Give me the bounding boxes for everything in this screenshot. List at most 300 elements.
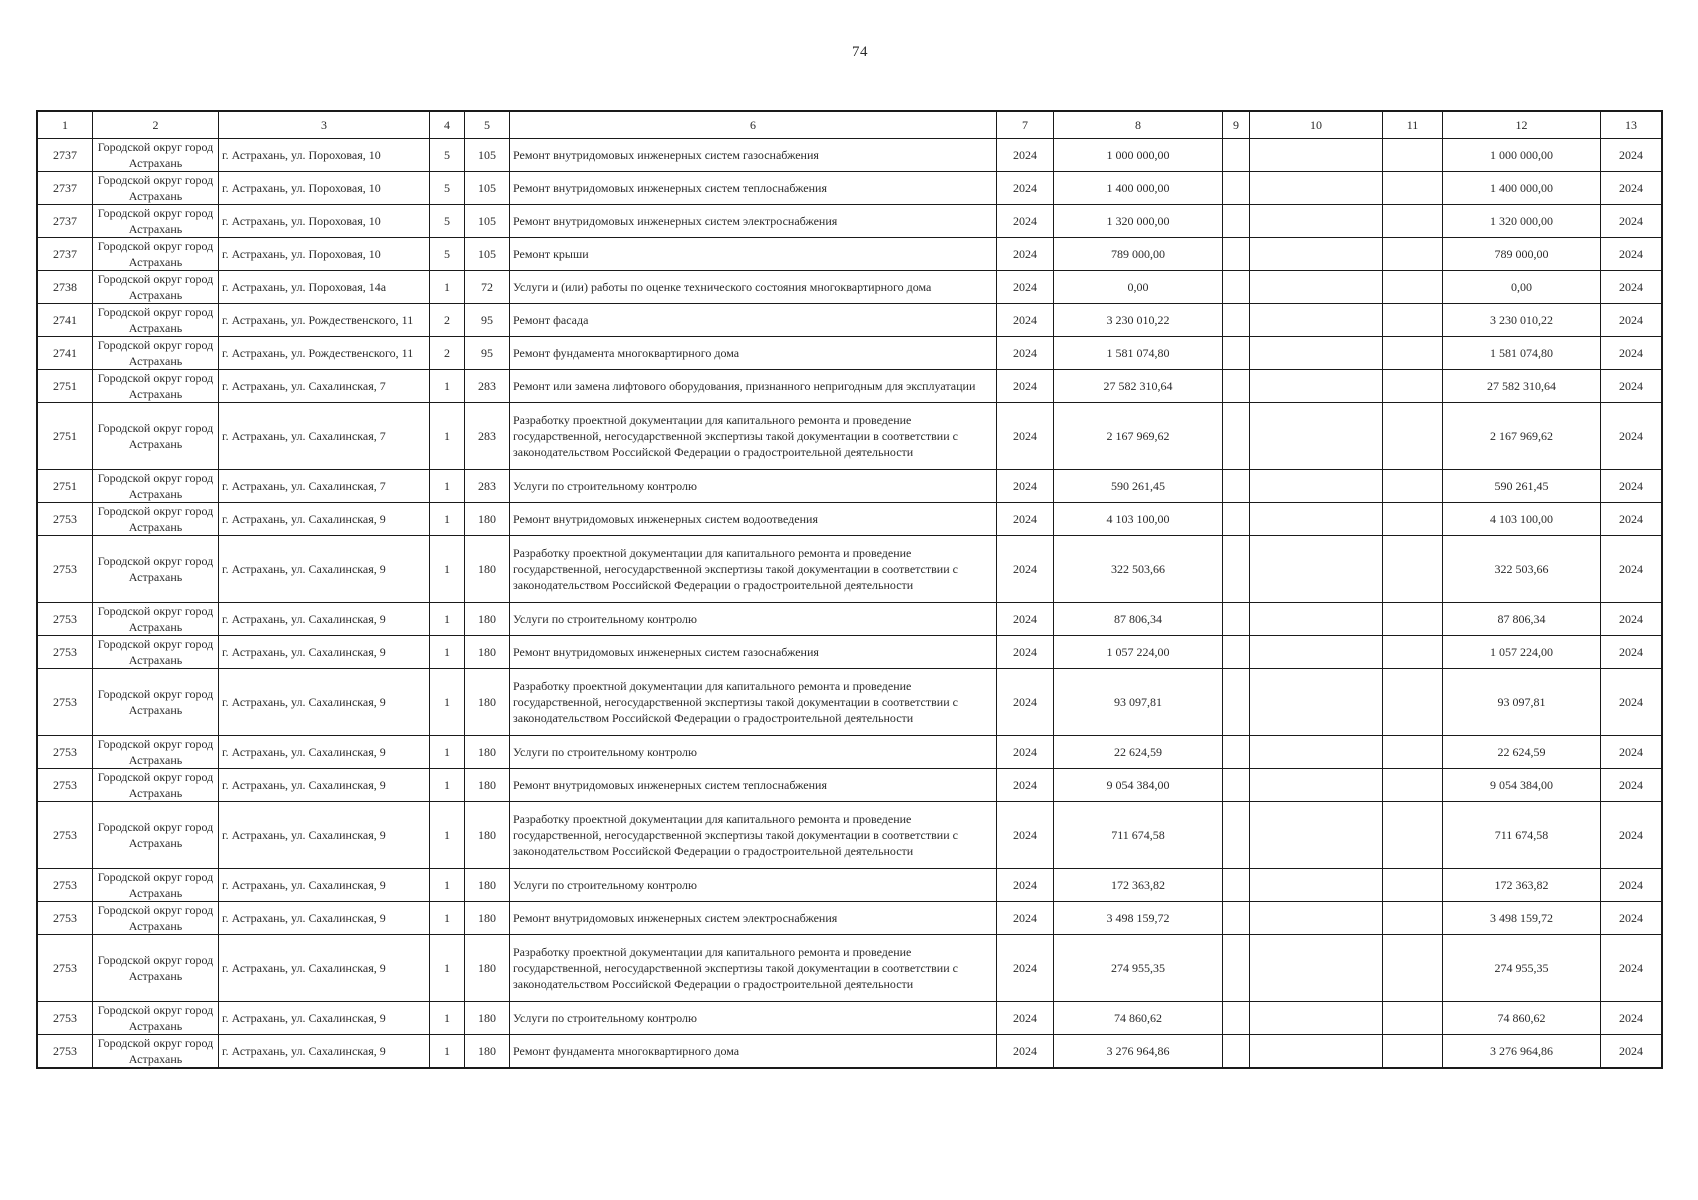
address-cell: г. Астрахань, ул. Сахалинская, 9 (219, 503, 430, 536)
col-10-cell (1250, 337, 1383, 370)
year-cell: 2024 (997, 337, 1054, 370)
year-cell: 2024 (997, 271, 1054, 304)
table-row (38, 636, 1662, 669)
completion-year-cell: 2024 (1601, 869, 1662, 902)
col-9-cell (1223, 536, 1250, 603)
completion-year-cell: 2024 (1601, 935, 1662, 1002)
work-type-cell: Услуги по строительному контролю (510, 736, 997, 769)
fund-cost-cell: 1 320 000,00 (1443, 205, 1601, 238)
total-cost-cell: 22 624,59 (1054, 736, 1223, 769)
completion-year-cell: 2024 (1601, 536, 1662, 603)
address-cell: г. Астрахань, ул. Сахалинская, 9 (219, 769, 430, 802)
table-row (38, 205, 1662, 238)
year-cell: 2024 (997, 603, 1054, 636)
col-10-cell (1250, 172, 1383, 205)
header-col-13: 13 (1601, 112, 1662, 139)
header-col-3: 3 (219, 112, 430, 139)
apartments-cell: 105 (465, 139, 510, 172)
work-type-cell: Услуги по строительному контролю (510, 869, 997, 902)
table-row (38, 669, 1662, 736)
completion-year-cell: 2024 (1601, 139, 1662, 172)
col-10-cell (1250, 271, 1383, 304)
object-number-cell: 2737 (38, 172, 93, 205)
completion-year-cell: 2024 (1601, 1035, 1662, 1068)
table-row (38, 337, 1662, 370)
work-type-cell: Ремонт внутридомовых инженерных систем теплоснабжения (510, 172, 997, 205)
year-cell: 2024 (997, 536, 1054, 603)
col-11-cell (1383, 370, 1443, 403)
table-row (38, 935, 1662, 1002)
work-type-cell: Разработку проектной документации для капитального ремонта и проведение государственной, негосударственной экспертизы такой документации в соответствии с законодательством Российской Федерации о градостроительной деятельности (510, 536, 997, 603)
year-cell: 2024 (997, 1035, 1054, 1068)
address-cell: г. Астрахань, ул. Сахалинская, 9 (219, 636, 430, 669)
address-cell: г. Астрахань, ул. Сахалинская, 9 (219, 669, 430, 736)
object-number-cell: 2753 (38, 736, 93, 769)
col-9-cell (1223, 802, 1250, 869)
fund-cost-cell: 22 624,59 (1443, 736, 1601, 769)
municipality-cell: Городской округ город Астрахань (93, 636, 219, 669)
completion-year-cell: 2024 (1601, 370, 1662, 403)
col-10-cell (1250, 802, 1383, 869)
fund-cost-cell: 274 955,35 (1443, 935, 1601, 1002)
fund-cost-cell: 590 261,45 (1443, 470, 1601, 503)
col-9-cell (1223, 238, 1250, 271)
fund-cost-cell: 1 400 000,00 (1443, 172, 1601, 205)
apartments-cell: 180 (465, 1002, 510, 1035)
municipality-cell: Городской округ город Астрахань (93, 403, 219, 470)
header-col-12: 12 (1443, 112, 1601, 139)
completion-year-cell: 2024 (1601, 337, 1662, 370)
floors-cell: 5 (430, 139, 465, 172)
floors-cell: 1 (430, 370, 465, 403)
completion-year-cell: 2024 (1601, 902, 1662, 935)
col-9-cell (1223, 470, 1250, 503)
municipality-cell: Городской округ город Астрахань (93, 238, 219, 271)
object-number-cell: 2753 (38, 503, 93, 536)
year-cell: 2024 (997, 470, 1054, 503)
col-11-cell (1383, 139, 1443, 172)
col-10-cell (1250, 139, 1383, 172)
floors-cell: 1 (430, 536, 465, 603)
municipality-cell: Городской округ город Астрахань (93, 536, 219, 603)
floors-cell: 1 (430, 1002, 465, 1035)
col-11-cell (1383, 636, 1443, 669)
address-cell: г. Астрахань, ул. Сахалинская, 7 (219, 470, 430, 503)
fund-cost-cell: 2 167 969,62 (1443, 403, 1601, 470)
col-11-cell (1383, 304, 1443, 337)
apartments-cell: 180 (465, 536, 510, 603)
fund-cost-cell: 1 581 074,80 (1443, 337, 1601, 370)
total-cost-cell: 2 167 969,62 (1054, 403, 1223, 470)
fund-cost-cell: 93 097,81 (1443, 669, 1601, 736)
col-11-cell (1383, 536, 1443, 603)
floors-cell: 1 (430, 1035, 465, 1068)
floors-cell: 1 (430, 503, 465, 536)
completion-year-cell: 2024 (1601, 736, 1662, 769)
municipality-cell: Городской округ город Астрахань (93, 603, 219, 636)
fund-cost-cell: 3 498 159,72 (1443, 902, 1601, 935)
col-11-cell (1383, 172, 1443, 205)
completion-year-cell: 2024 (1601, 271, 1662, 304)
col-9-cell (1223, 869, 1250, 902)
municipality-cell: Городской округ город Астрахань (93, 1002, 219, 1035)
municipality-cell: Городской округ город Астрахань (93, 205, 219, 238)
header-col-9: 9 (1223, 112, 1250, 139)
apartments-cell: 105 (465, 205, 510, 238)
total-cost-cell: 1 057 224,00 (1054, 636, 1223, 669)
floors-cell: 1 (430, 902, 465, 935)
col-11-cell (1383, 869, 1443, 902)
apartments-cell: 180 (465, 736, 510, 769)
object-number-cell: 2753 (38, 1035, 93, 1068)
apartments-cell: 283 (465, 370, 510, 403)
floors-cell: 1 (430, 470, 465, 503)
col-9-cell (1223, 337, 1250, 370)
object-number-cell: 2753 (38, 802, 93, 869)
col-11-cell (1383, 603, 1443, 636)
page-number: 74 (852, 44, 868, 60)
repair-program-table (37, 111, 1662, 1068)
address-cell: г. Астрахань, ул. Сахалинская, 9 (219, 1002, 430, 1035)
address-cell: г. Астрахань, ул. Пороховая, 10 (219, 238, 430, 271)
table-row (38, 271, 1662, 304)
fund-cost-cell: 0,00 (1443, 271, 1601, 304)
address-cell: г. Астрахань, ул. Сахалинская, 7 (219, 403, 430, 470)
total-cost-cell: 27 582 310,64 (1054, 370, 1223, 403)
work-type-cell: Ремонт внутридомовых инженерных систем водоотведения (510, 503, 997, 536)
apartments-cell: 180 (465, 802, 510, 869)
object-number-cell: 2753 (38, 869, 93, 902)
completion-year-cell: 2024 (1601, 802, 1662, 869)
col-9-cell (1223, 636, 1250, 669)
col-11-cell (1383, 503, 1443, 536)
address-cell: г. Астрахань, ул. Рождественского, 11 (219, 304, 430, 337)
total-cost-cell: 93 097,81 (1054, 669, 1223, 736)
object-number-cell: 2751 (38, 470, 93, 503)
table-row (38, 769, 1662, 802)
header-col-4: 4 (430, 112, 465, 139)
work-type-cell: Разработку проектной документации для капитального ремонта и проведение государственной, негосударственной экспертизы такой документации в соответствии с законодательством Российской Федерации о градостроительной деятельности (510, 669, 997, 736)
col-10-cell (1250, 205, 1383, 238)
completion-year-cell: 2024 (1601, 205, 1662, 238)
address-cell: г. Астрахань, ул. Сахалинская, 9 (219, 536, 430, 603)
apartments-cell: 180 (465, 902, 510, 935)
col-11-cell (1383, 403, 1443, 470)
object-number-cell: 2738 (38, 271, 93, 304)
total-cost-cell: 3 498 159,72 (1054, 902, 1223, 935)
col-11-cell (1383, 935, 1443, 1002)
fund-cost-cell: 74 860,62 (1443, 1002, 1601, 1035)
municipality-cell: Городской округ город Астрахань (93, 271, 219, 304)
table-row (38, 503, 1662, 536)
object-number-cell: 2753 (38, 935, 93, 1002)
completion-year-cell: 2024 (1601, 1002, 1662, 1035)
municipality-cell: Городской округ город Астрахань (93, 736, 219, 769)
table-row (38, 172, 1662, 205)
fund-cost-cell: 789 000,00 (1443, 238, 1601, 271)
year-cell: 2024 (997, 1002, 1054, 1035)
completion-year-cell: 2024 (1601, 403, 1662, 470)
col-11-cell (1383, 669, 1443, 736)
col-10-cell (1250, 1035, 1383, 1068)
municipality-cell: Городской округ город Астрахань (93, 470, 219, 503)
total-cost-cell: 1 000 000,00 (1054, 139, 1223, 172)
table-row (38, 1035, 1662, 1068)
municipality-cell: Городской округ город Астрахань (93, 139, 219, 172)
total-cost-cell: 172 363,82 (1054, 869, 1223, 902)
work-type-cell: Ремонт фундамента многоквартирного дома (510, 1035, 997, 1068)
apartments-cell: 72 (465, 271, 510, 304)
table-row (38, 802, 1662, 869)
object-number-cell: 2753 (38, 603, 93, 636)
col-9-cell (1223, 139, 1250, 172)
col-9-cell (1223, 271, 1250, 304)
year-cell: 2024 (997, 802, 1054, 869)
col-10-cell (1250, 902, 1383, 935)
col-10-cell (1250, 536, 1383, 603)
apartments-cell: 180 (465, 769, 510, 802)
total-cost-cell: 1 320 000,00 (1054, 205, 1223, 238)
col-10-cell (1250, 238, 1383, 271)
col-9-cell (1223, 736, 1250, 769)
work-type-cell: Ремонт внутридомовых инженерных систем газоснабжения (510, 636, 997, 669)
col-11-cell (1383, 337, 1443, 370)
col-11-cell (1383, 238, 1443, 271)
col-11-cell (1383, 205, 1443, 238)
work-type-cell: Услуги по строительному контролю (510, 603, 997, 636)
municipality-cell: Городской округ город Астрахань (93, 337, 219, 370)
municipality-cell: Городской округ город Астрахань (93, 869, 219, 902)
col-10-cell (1250, 636, 1383, 669)
year-cell: 2024 (997, 403, 1054, 470)
work-type-cell: Ремонт внутридомовых инженерных систем электроснабжения (510, 205, 997, 238)
object-number-cell: 2751 (38, 370, 93, 403)
address-cell: г. Астрахань, ул. Сахалинская, 9 (219, 935, 430, 1002)
year-cell: 2024 (997, 503, 1054, 536)
col-11-cell (1383, 902, 1443, 935)
col-9-cell (1223, 370, 1250, 403)
fund-cost-cell: 27 582 310,64 (1443, 370, 1601, 403)
completion-year-cell: 2024 (1601, 636, 1662, 669)
object-number-cell: 2751 (38, 403, 93, 470)
municipality-cell: Городской округ город Астрахань (93, 902, 219, 935)
col-10-cell (1250, 470, 1383, 503)
header-col-6: 6 (510, 112, 997, 139)
col-11-cell (1383, 736, 1443, 769)
floors-cell: 5 (430, 238, 465, 271)
floors-cell: 1 (430, 271, 465, 304)
address-cell: г. Астрахань, ул. Рождественского, 11 (219, 337, 430, 370)
header-col-7: 7 (997, 112, 1054, 139)
year-cell: 2024 (997, 736, 1054, 769)
total-cost-cell: 3 276 964,86 (1054, 1035, 1223, 1068)
apartments-cell: 95 (465, 337, 510, 370)
table-header (38, 112, 1662, 139)
completion-year-cell: 2024 (1601, 470, 1662, 503)
work-type-cell: Ремонт крыши (510, 238, 997, 271)
completion-year-cell: 2024 (1601, 669, 1662, 736)
header-col-11: 11 (1383, 112, 1443, 139)
municipality-cell: Городской округ город Астрахань (93, 503, 219, 536)
work-type-cell: Ремонт фундамента многоквартирного дома (510, 337, 997, 370)
address-cell: г. Астрахань, ул. Сахалинская, 9 (219, 869, 430, 902)
floors-cell: 1 (430, 935, 465, 1002)
address-cell: г. Астрахань, ул. Сахалинская, 9 (219, 736, 430, 769)
table-row (38, 603, 1662, 636)
col-9-cell (1223, 403, 1250, 470)
total-cost-cell: 87 806,34 (1054, 603, 1223, 636)
work-type-cell: Ремонт или замена лифтового оборудования, признанного непригодным для эксплуатации (510, 370, 997, 403)
fund-cost-cell: 3 230 010,22 (1443, 304, 1601, 337)
work-type-cell: Ремонт фасада (510, 304, 997, 337)
year-cell: 2024 (997, 636, 1054, 669)
apartments-cell: 180 (465, 603, 510, 636)
municipality-cell: Городской округ город Астрахань (93, 935, 219, 1002)
year-cell: 2024 (997, 769, 1054, 802)
work-type-cell: Разработку проектной документации для капитального ремонта и проведение государственной, негосударственной экспертизы такой документации в соответствии с законодательством Российской Федерации о градостроительной деятельности (510, 935, 997, 1002)
floors-cell: 1 (430, 736, 465, 769)
col-9-cell (1223, 172, 1250, 205)
apartments-cell: 180 (465, 503, 510, 536)
completion-year-cell: 2024 (1601, 603, 1662, 636)
apartments-cell: 283 (465, 470, 510, 503)
total-cost-cell: 3 230 010,22 (1054, 304, 1223, 337)
year-cell: 2024 (997, 139, 1054, 172)
apartments-cell: 180 (465, 636, 510, 669)
table-row (38, 736, 1662, 769)
municipality-cell: Городской округ город Астрахань (93, 370, 219, 403)
col-11-cell (1383, 769, 1443, 802)
total-cost-cell: 1 581 074,80 (1054, 337, 1223, 370)
object-number-cell: 2737 (38, 238, 93, 271)
floors-cell: 2 (430, 304, 465, 337)
work-type-cell: Разработку проектной документации для капитального ремонта и проведение государственной, негосударственной экспертизы такой документации в соответствии с законодательством Российской Федерации о градостроительной деятельности (510, 403, 997, 470)
work-type-cell: Ремонт внутридомовых инженерных систем теплоснабжения (510, 769, 997, 802)
table-row (38, 536, 1662, 603)
header-col-5: 5 (465, 112, 510, 139)
work-type-cell: Услуги по строительному контролю (510, 470, 997, 503)
address-cell: г. Астрахань, ул. Сахалинская, 7 (219, 370, 430, 403)
col-9-cell (1223, 902, 1250, 935)
total-cost-cell: 1 400 000,00 (1054, 172, 1223, 205)
header-col-1: 1 (38, 112, 93, 139)
work-type-cell: Услуги по строительному контролю (510, 1002, 997, 1035)
floors-cell: 1 (430, 636, 465, 669)
apartments-cell: 180 (465, 935, 510, 1002)
floors-cell: 1 (430, 869, 465, 902)
floors-cell: 1 (430, 769, 465, 802)
table-row (38, 869, 1662, 902)
table-row (38, 304, 1662, 337)
col-9-cell (1223, 205, 1250, 238)
table-row (38, 370, 1662, 403)
object-number-cell: 2753 (38, 1002, 93, 1035)
col-11-cell (1383, 802, 1443, 869)
address-cell: г. Астрахань, ул. Пороховая, 10 (219, 205, 430, 238)
municipality-cell: Городской округ город Астрахань (93, 172, 219, 205)
col-10-cell (1250, 869, 1383, 902)
apartments-cell: 105 (465, 238, 510, 271)
col-10-cell (1250, 304, 1383, 337)
col-10-cell (1250, 935, 1383, 1002)
municipality-cell: Городской округ город Астрахань (93, 802, 219, 869)
object-number-cell: 2753 (38, 536, 93, 603)
fund-cost-cell: 322 503,66 (1443, 536, 1601, 603)
col-10-cell (1250, 503, 1383, 536)
year-cell: 2024 (997, 370, 1054, 403)
total-cost-cell: 0,00 (1054, 271, 1223, 304)
header-col-2: 2 (93, 112, 219, 139)
col-10-cell (1250, 370, 1383, 403)
work-type-cell: Ремонт внутридомовых инженерных систем газоснабжения (510, 139, 997, 172)
object-number-cell: 2753 (38, 769, 93, 802)
table-row (38, 139, 1662, 172)
apartments-cell: 180 (465, 869, 510, 902)
work-type-cell: Разработку проектной документации для капитального ремонта и проведение государственной, негосударственной экспертизы такой документации в соответствии с законодательством Российской Федерации о градостроительной деятельности (510, 802, 997, 869)
header-row (38, 112, 1662, 139)
col-11-cell (1383, 1002, 1443, 1035)
object-number-cell: 2741 (38, 304, 93, 337)
table-row (38, 470, 1662, 503)
completion-year-cell: 2024 (1601, 172, 1662, 205)
fund-cost-cell: 711 674,58 (1443, 802, 1601, 869)
apartments-cell: 180 (465, 1035, 510, 1068)
header-col-8: 8 (1054, 112, 1223, 139)
floors-cell: 2 (430, 337, 465, 370)
col-11-cell (1383, 271, 1443, 304)
fund-cost-cell: 3 276 964,86 (1443, 1035, 1601, 1068)
completion-year-cell: 2024 (1601, 238, 1662, 271)
object-number-cell: 2737 (38, 205, 93, 238)
municipality-cell: Городской округ город Астрахань (93, 769, 219, 802)
col-10-cell (1250, 603, 1383, 636)
col-11-cell (1383, 470, 1443, 503)
object-number-cell: 2753 (38, 636, 93, 669)
col-9-cell (1223, 1035, 1250, 1068)
col-10-cell (1250, 769, 1383, 802)
fund-cost-cell: 172 363,82 (1443, 869, 1601, 902)
fund-cost-cell: 1 057 224,00 (1443, 636, 1601, 669)
work-type-cell: Ремонт внутридомовых инженерных систем электроснабжения (510, 902, 997, 935)
completion-year-cell: 2024 (1601, 503, 1662, 536)
col-9-cell (1223, 603, 1250, 636)
total-cost-cell: 711 674,58 (1054, 802, 1223, 869)
municipality-cell: Городской округ город Астрахань (93, 1035, 219, 1068)
completion-year-cell: 2024 (1601, 769, 1662, 802)
year-cell: 2024 (997, 669, 1054, 736)
col-10-cell (1250, 736, 1383, 769)
col-9-cell (1223, 935, 1250, 1002)
year-cell: 2024 (997, 935, 1054, 1002)
address-cell: г. Астрахань, ул. Пороховая, 14а (219, 271, 430, 304)
work-type-cell: Услуги и (или) работы по оценке технического состояния многоквартирного дома (510, 271, 997, 304)
address-cell: г. Астрахань, ул. Сахалинская, 9 (219, 603, 430, 636)
col-9-cell (1223, 503, 1250, 536)
year-cell: 2024 (997, 902, 1054, 935)
col-9-cell (1223, 669, 1250, 736)
col-9-cell (1223, 769, 1250, 802)
apartments-cell: 95 (465, 304, 510, 337)
table-body (38, 139, 1662, 1068)
address-cell: г. Астрахань, ул. Пороховая, 10 (219, 139, 430, 172)
col-10-cell (1250, 403, 1383, 470)
col-9-cell (1223, 304, 1250, 337)
address-cell: г. Астрахань, ул. Сахалинская, 9 (219, 902, 430, 935)
apartments-cell: 105 (465, 172, 510, 205)
floors-cell: 5 (430, 205, 465, 238)
floors-cell: 1 (430, 403, 465, 470)
total-cost-cell: 590 261,45 (1054, 470, 1223, 503)
